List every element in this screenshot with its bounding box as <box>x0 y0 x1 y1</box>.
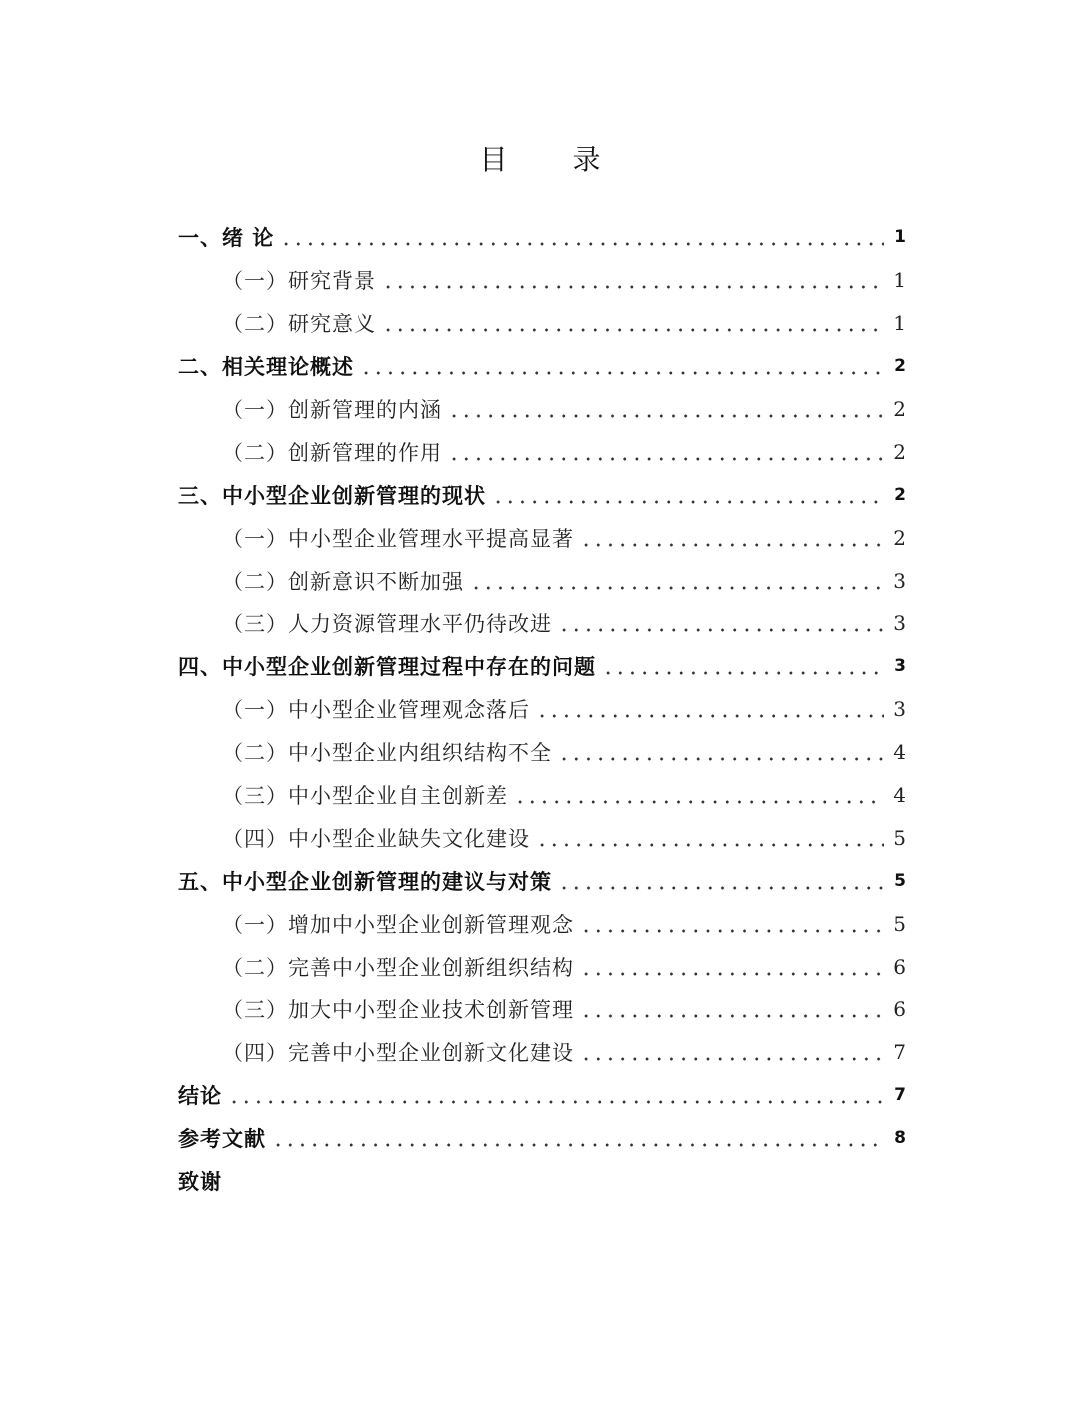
toc-chapter-entry[interactable] <box>178 859 906 902</box>
toc-page-number: 2 <box>893 439 906 464</box>
toc-section-entry[interactable] <box>178 902 906 945</box>
toc-section-entry[interactable] <box>178 774 906 817</box>
toc-chapter-entry[interactable] <box>178 216 906 259</box>
toc-page-number: 3 <box>893 611 906 636</box>
dot-leader <box>448 457 884 461</box>
dot-leader <box>514 800 884 804</box>
toc-entry-title: 四、中小型企业创新管理过程中存在的问题 <box>178 655 596 680</box>
toc-section-entry[interactable] <box>178 688 906 731</box>
toc-page-number: 5 <box>893 825 906 850</box>
toc-entry-title: 结论 <box>178 1084 222 1109</box>
toc-entry-title: （三）人力资源管理水平仍待改进 <box>222 612 552 637</box>
toc-section-entry[interactable] <box>178 259 906 302</box>
toc-section-entry[interactable] <box>178 602 906 645</box>
toc-section-entry[interactable] <box>178 430 906 473</box>
toc-entry-title: （二）研究意义 <box>222 312 376 337</box>
dot-leader <box>448 414 884 418</box>
dot-leader <box>382 285 884 289</box>
dot-leader <box>492 500 884 504</box>
dot-leader <box>580 929 884 933</box>
toc-entry-title: （三）加大中小型企业技术创新管理 <box>222 998 574 1023</box>
toc-section-entry[interactable] <box>178 516 906 559</box>
dot-leader <box>470 586 884 590</box>
toc-page-number: 3 <box>893 697 906 722</box>
toc-page-number: 5 <box>893 911 906 936</box>
dot-leader <box>228 1100 884 1104</box>
toc-chapter-entry[interactable] <box>178 473 906 516</box>
toc-section-entry[interactable] <box>178 945 906 988</box>
toc-chapter-entry[interactable] <box>178 1074 906 1117</box>
toc-page-number: 1 <box>893 268 906 293</box>
toc-page-number: 7 <box>894 1085 906 1106</box>
dot-leader <box>360 371 884 375</box>
toc-entry-title: 致谢 <box>178 1170 222 1195</box>
toc-entry-title: 参考文献 <box>178 1127 266 1152</box>
dot-leader <box>580 1057 884 1061</box>
dot-leader <box>558 886 884 890</box>
dot-leader <box>382 328 884 332</box>
toc-section-entry[interactable] <box>178 302 906 345</box>
toc-entry-title: （一）创新管理的内涵 <box>222 398 442 422</box>
toc-entry-title: （二）中小型企业内组织结构不全 <box>222 741 552 766</box>
toc-entry-title: 二、相关理论概述 <box>178 355 354 380</box>
toc-entry-title: （四）完善中小型企业创新文化建设 <box>222 1041 574 1066</box>
dot-leader <box>580 972 884 976</box>
page-title: 目 录 <box>479 143 629 176</box>
toc-section-entry[interactable] <box>178 816 906 859</box>
toc-page-number: 3 <box>894 656 906 677</box>
table-of-contents <box>178 216 906 1202</box>
dot-leader <box>580 543 884 547</box>
toc-page-number: 2 <box>894 356 906 377</box>
toc-entry-title: （一）增加中小型企业创新管理观念 <box>222 912 574 937</box>
toc-page-number: 4 <box>893 783 906 808</box>
dot-leader <box>558 757 884 761</box>
toc-page-number: 8 <box>894 1128 906 1149</box>
toc-entry-title: （三）中小型企业自主创新差 <box>222 784 508 809</box>
toc-page-number: 2 <box>894 484 906 505</box>
dot-leader <box>272 1143 884 1147</box>
toc-section-entry[interactable] <box>178 388 906 431</box>
toc-entry-title: 一、绪 论 <box>178 226 275 251</box>
toc-section-entry[interactable] <box>178 731 906 774</box>
dot-leader <box>602 671 884 675</box>
toc-page-number: 1 <box>894 227 906 248</box>
toc-chapter-entry[interactable] <box>178 345 906 388</box>
toc-section-entry[interactable] <box>178 1031 906 1074</box>
toc-page-number: 4 <box>893 740 906 765</box>
dot-leader <box>558 628 884 632</box>
toc-section-entry[interactable] <box>178 559 906 602</box>
toc-page-number: 6 <box>893 997 906 1022</box>
toc-page-number: 2 <box>893 525 906 550</box>
toc-entry-title: 五、中小型企业创新管理的建议与对策 <box>178 869 552 894</box>
dot-leader <box>536 714 884 718</box>
toc-entry-title: （二）创新管理的作用 <box>222 440 442 465</box>
toc-entry-title: （四）中小型企业缺失文化建设 <box>222 826 530 851</box>
toc-section-entry[interactable] <box>178 988 906 1031</box>
toc-page-number: 6 <box>893 954 906 979</box>
toc-page-number: 2 <box>893 397 906 421</box>
toc-page-number: 1 <box>893 311 906 336</box>
dot-leader <box>536 843 884 847</box>
toc-page-number: 3 <box>893 568 906 593</box>
dot-leader <box>280 242 884 246</box>
toc-entry-title: （一）中小型企业管理观念落后 <box>222 698 530 723</box>
toc-entry-title: （一）中小型企业管理水平提高显著 <box>222 526 574 551</box>
toc-entry-title: （一）研究背景 <box>222 269 376 294</box>
toc-page-number: 7 <box>893 1040 906 1065</box>
toc-entry-title: （二）创新意识不断加强 <box>222 569 464 594</box>
toc-chapter-entry[interactable] <box>178 645 906 688</box>
toc-entry-title: （二）完善中小型企业创新组织结构 <box>222 955 574 980</box>
toc-chapter-entry[interactable] <box>178 1117 906 1160</box>
toc-entry-title: 三、中小型企业创新管理的现状 <box>178 483 486 508</box>
dot-leader <box>580 1014 884 1018</box>
toc-chapter-entry[interactable] <box>178 1160 906 1203</box>
toc-page-number: 5 <box>894 870 906 891</box>
